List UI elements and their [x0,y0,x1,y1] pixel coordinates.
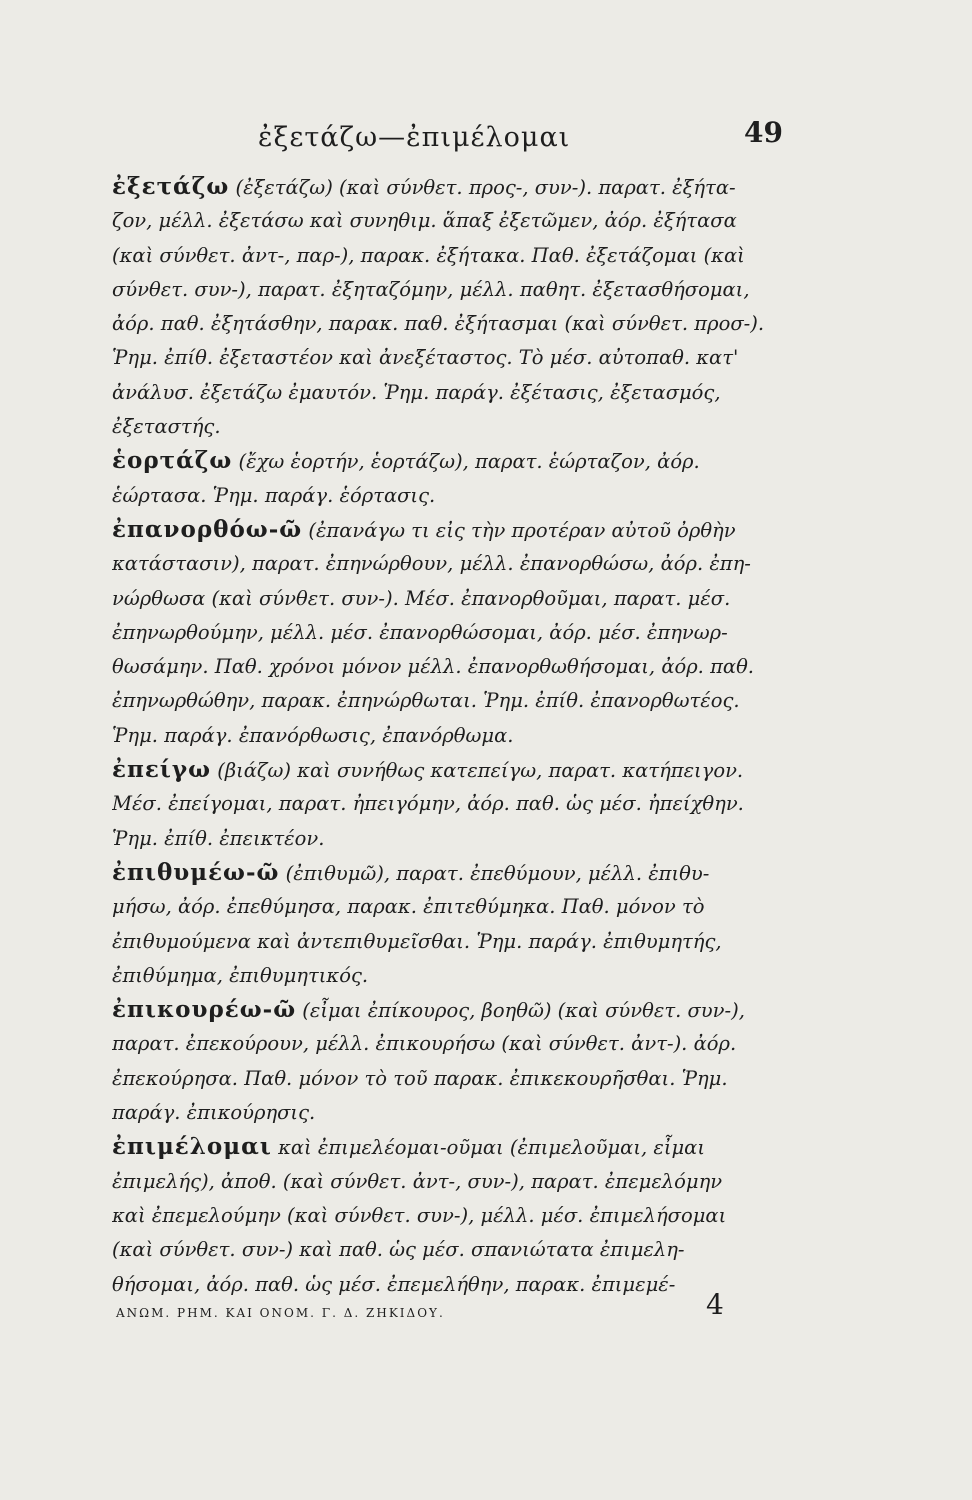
text-line: θωσάμην. Παθ. χρόνοι μόνον μέλλ. ἐπανορθωθήσομαι, ἀόρ. παθ. [112,655,755,679]
text-line: ζον, μέλλ. ἐξετάσω καὶ συνηθιμ. ἅπαξ ἐξετῶμεν, ἀόρ. ἐξήτασα [112,209,737,233]
entry-line [112,444,772,478]
text-line: Μέσ. ἐπείγομαι, παρατ. ἠπειγόμην, ἀόρ. παθ. ὡς μέσ. ἠπείχθην. [112,792,744,816]
text-line: Ῥημ. ἐπίθ. ἐπεικτέον. [112,826,325,850]
text-line: ἀόρ. παθ. ἐξητάσθην, παρακ. παθ. ἐξήτασμαι (καὶ σύνθετ. προσ-). [112,312,765,336]
text-line: μήσω, ἀόρ. ἐπεθύμησα, παρακ. ἐπιτεθύμηκα. Παθ. μόνον τὸ [112,895,705,919]
headword: ἐξετάζω [112,173,230,200]
text-line: ἐξεταστής. [112,415,221,439]
text-line: παράγ. ἐπικούρησις. [112,1101,316,1125]
text-line: σύνθετ. συν-), παρατ. ἐξηταζόμην, μέλλ. παθητ. ἐξετασθήσομαι, [112,277,750,301]
text-line: Ῥημ. ἐπίθ. ἐξεταστέον καὶ ἀνεξέταστος. Τὸ μέσ. αὐτοπαθ. κατ' [112,346,739,370]
text-line: (καὶ σύνθετ. ἀντ-, παρ-), παρακ. ἐξήτακα. Παθ. ἐξετάζομαι (καὶ [112,243,745,267]
text-line: ἐπεκούρησα. Παθ. μόνον τὸ τοῦ παρακ. ἐπικεκουρῆσθαι. Ῥημ. [112,1066,728,1090]
entry-text: (βιάζω) καὶ συνήθως κατεπείγω, παρατ. κατήπειγον. [211,759,744,783]
headword: ἐπείγω [112,756,212,784]
text-line: ἐπιμελής), ἀποθ. (καὶ σύνθετ. ἀντ-, συν-), παρατ. ἐπεμελόμην [112,1169,723,1193]
headword: ἐπανορθόω-ῶ [112,515,303,543]
entry-text: (ἐπανάγω τι εἰς τὴν προτέραν αὐτοῦ ὀρθὴν [302,518,736,542]
headword: ἑορτάζω [112,447,233,475]
text-line: ἐπιθύμημα, ἐπιθυμητικός. [112,963,369,987]
page-header [0,116,972,162]
entry-text: καὶ ἐπιμελέομαι-οῦμαι (ἐπιμελοῦμαι, εἶμαι [271,1136,705,1160]
entry-text: (ἔχω ἑορτήν, ἑορτάζω), παρατ. ἑώρταζον, ἀόρ. [232,450,700,474]
headword: ἐπιθυμέω-ῶ [112,858,280,886]
entry-line [112,513,772,547]
page-number: 49 [744,116,783,149]
text-line: (καὶ σύνθετ. συν-) καὶ παθ. ὡς μέσ. σπανιώτατα ἐπιμελη- [112,1238,685,1262]
entry-line [112,1130,772,1164]
text-line: καὶ ἐπεμελούμην (καὶ σύνθετ. συν-), μέλλ. μέσ. ἐπιμελήσομαι [112,1203,727,1227]
text-line: θήσομαι, ἀόρ. παθ. ὡς μέσ. ἐπεμελήθην, παρακ. ἐπιμεμέ- [112,1272,676,1296]
running-head: ἐξετάζω—ἐπιμέλομαι [258,122,571,153]
text-line: νώρθωσα (καὶ σύνθετ. συν-). Μέσ. ἐπανορθοῦμαι, παρατ. μέσ. [112,586,731,610]
text-line: παρατ. ἐπεκούρουν, μέλλ. ἐπικουρήσω (καὶ σύνθετ. ἀντ-). ἀόρ. [112,1032,737,1056]
text-line: ἐπηνωρθούμην, μέλλ. μέσ. ἐπανορθώσομαι, ἀόρ. μέσ. ἐπηνωρ- [112,620,728,644]
headword: ἐπιμέλομαι [112,1133,272,1161]
text-line: κατάστασιν), παρατ. ἐπηνώρθουν, μέλλ. ἐπανορθώσω, ἀόρ. ἐπη- [112,552,751,576]
text-line: Ῥημ. παράγ. ἐπανόρθωσις, ἐπανόρθωμα. [112,723,514,747]
entry-line [112,170,772,204]
dictionary-text [112,170,772,1302]
text-line: ἑώρτασα. Ῥημ. παράγ. ἑόρτασις. [112,483,436,507]
entry-line [112,993,772,1027]
text-line: ἐπιθυμούμενα καὶ ἀντεπιθυμεῖσθαι. Ῥημ. παράγ. ἐπιθυμητής, [112,929,722,953]
text-line: ἀνάλυσ. ἐξετάζω ἐμαυτόν. Ῥημ. παράγ. ἐξέτασις, ἐξετασμός, [112,380,721,404]
entry-line [112,753,772,787]
entry-text: (ἐπιθυμῶ), παρατ. ἐπεθύμουν, μέλλ. ἐπιθυ- [279,861,710,885]
entry-line [112,856,772,890]
headword: ἐπικουρέω-ῶ [112,996,297,1024]
footer-credit: ΑΝΩΜ. ΡΗΜ. ΚΑΙ ΟΝΟΜ. Γ. Δ. ΖΗΚΙΔΟΥ. [116,1306,445,1320]
entry-text: (ἐξετάζω) (καὶ σύνθετ. προς-, συν-). παρατ. ἐξήτα- [229,176,736,199]
signature-mark: 4 [706,1288,724,1321]
text-line: ἐπηνωρθώθην, παρακ. ἐπηνώρθωται. Ῥημ. ἐπίθ. ἐπανορθωτέος. [112,689,740,713]
entry-text: (εἶμαι ἐπίκουρος, βοηθῶ) (καὶ σύνθετ. συν-), [296,999,745,1023]
